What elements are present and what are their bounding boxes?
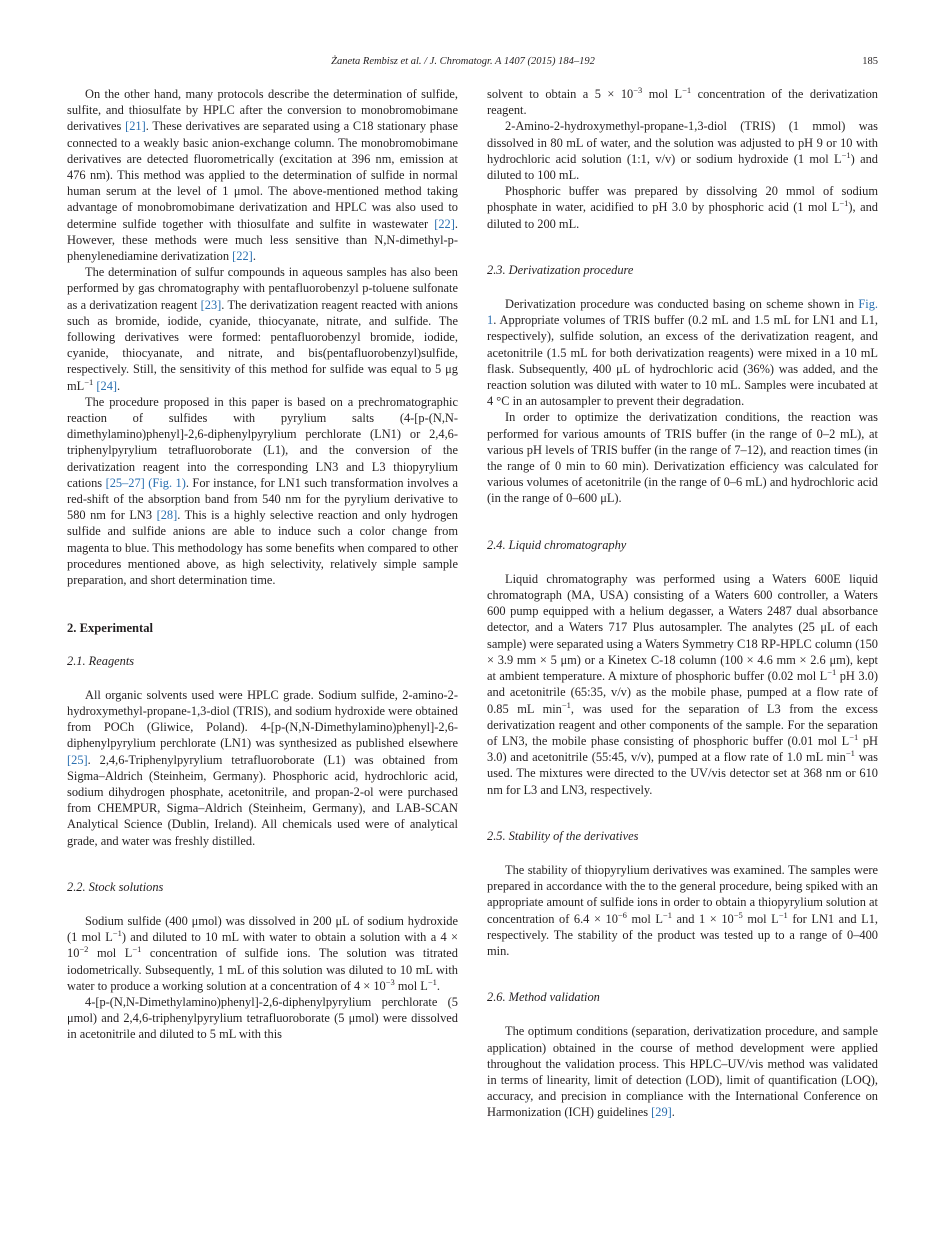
page-number: 185 (862, 56, 878, 67)
citation-link[interactable]: [25] (67, 752, 88, 767)
subsection-heading-derivatization: 2.3. Derivatization procedure (487, 262, 634, 277)
paragraph-derivatization-procedure: Derivatization procedure was conducted basing on scheme shown in Fig. 1. Appropriate volumes of TRIS buffer (0.2 mL and 1.5 mL for LN1 and L1, respectively), sulfide solution, an excess of the derivatization reagent, and acetonitrile (1.5 mL for both derivatization reagents) were mixed in a 10 mL flask. Subsequently, 400 μL of hydrochloric acid (36%) was added, and the reaction solution was diluted with water to 10 mL. Samples were incubated at 4 °C in an autosampler to prevent their degradation. (487, 297, 878, 409)
figure-link[interactable]: (Fig. 1) (148, 475, 186, 490)
subsection-heading-reagents: 2.1. Reagents (67, 653, 135, 668)
paragraph-monobromobimane: On the other hand, many protocols describe the determination of sulfide, sulfite, and thiosulfate by HPLC after the conversion to monobromobimane derivatives [21]. These derivatives are separated using a C18 stationary phase connected to a weakly basic anion-exchange column. The monobromobimane derivatives are detected fluorometrically (excitation at 396 nm, emission at 476 nm). This method was applied to the determination of sulfide in normal human serum at the level of 1 μmol. The above-mentioned method taking advantage of monobromobimane derivatization and HPLC was also used to determine sulfide together with thiosulfate and sulfite in wastewater [22]. However, these methods were much less sensitive than N,N-dimethyl-p-phenylenediamine derivatization [22]. (67, 87, 458, 264)
paragraph-liquid-chromatography: Liquid chromatography was performed using a Waters 600E liquid chromatograph (MA, USA) consisting of a Waters 600 controller, a Waters 600 pump equipped with a helium degasser, a Waters 2487 dual absorbance detector, and a Waters 717 Plus autosampler. The analytes (25 μL of each sample) were separated using a Waters Symmetry C18 RP-HPLC column (150 × 3.9 mm × 5 μm) or a Kinetex C-18 column (100 × 4.6 mm × 2.6 μm), kept at ambient temperature. A mixture of phosphoric buffer (0.02 mol $L^{-1}$ pH 3.0) and acetonitrile (65:35, v/v) as the mobile phase, pumped at a flow rate of 0.85 mL $\min^{-1}$, was used for the separation of L3 from the excess derivatization reagent and other components of the sample. For the separation of LN3, the mobile phase consisting of phosphoric buffer (0.01 mol $L^{-1}$ pH 3.0) and acetonitrile (55:45, v/v), pumped at a flow rate of 1.0 mL $\min^{-1}$ was used. The mixtures were directed to the UV/vis detector set at 368 nm or 610 nm for L3 and LN3, respectively. (487, 571, 878, 797)
running-header (0, 56, 926, 72)
subsection-heading-liquid-chromatography: 2.4. Liquid chromatography (487, 537, 627, 552)
citation-link[interactable]: [25–27] (105, 475, 145, 490)
paragraph-pyrylium-reagents: 4-[p-(N,N-Dimethylamino)phenyl]-2,6-diphenylpyrylium perchlorate (5 μmol) and 2,4,6-triphenylpyrylium tetrafluoroborate (5 μmol) were dissolved in acetonitrile and diluted to 5 mL with this (67, 994, 458, 1042)
subsection-heading-stock-solutions: 2.2. Stock solutions (67, 879, 164, 894)
paragraph-optimization: In order to optimize the derivatization conditions, the reaction was performed for various amounts of TRIS buffer (in the range of 0–2 mL), at various pH levels of TRIS buffer (in the range of 7–12), and reaction times (in the range of 0 min to 60 min). Derivatization efficiency was calculated for various volumes of acetonitrile (in the range of 0–6 mL) and hydrochloric acid (in the range of 0–600 μL). (487, 410, 878, 506)
section-heading-experimental: 2. Experimental (67, 621, 154, 636)
citation-link[interactable]: [28] (156, 508, 178, 523)
paragraph-proposed-procedure: The procedure proposed in this paper is based on a prechromatographic reaction of sulfides with pyrylium salts (4-[p-(N,N-dimethylamino)phenyl]-2,6-diphenylpyrylium perchlorate (LN1) or 2,4,6-triphenylpyrylium tetrafluoroborate (L1), and the conversion of the derivatization reagent into the corresponding LN3 and L3 thiopyrylium cations [25–27] (Fig. 1). For instance, for LN1 such transformation involves a red-shift of the absorption band from 540 nm for the pyrylium derivative to 580 nm for LN3 [28]. This is a highly selective reaction and only hydrogen sulfide and sulfide anions are able to induce such a color change from magenta to blue. This methodology has some benefits when compared to other procedures mentioned above, as high selectivity, relatively simple sample preparation, and short determination time. (67, 394, 458, 588)
paragraph-stability: The stability of thiopyrylium derivatives was examined. The samples were prepared in accordance with the to the general procedure, being spiked with an appropriate amount of sulfide ions in order to obtain a thiopyrylium solution at concentration of $6.4 \times 10^{-6}$ mol $L^{-1}$ and $1 \times 10^{-5}$ mol $L^{-1}$ for LN1 and L1, respectively. The stability of the product was tested up to a range of 0–400 min. (487, 862, 878, 958)
paragraph-gas-chromatography: The determination of sulfur compounds in aqueous samples has also been performed by gas chromatography with pentafluorobenzyl p-toluene sulfonate as a derivatization reagent [23]. The derivatization reagent reacted with anions such as bromide, iodide, cyanide, thiocyanate, nitrate, and sulfide. The following derivatives were formed: pentafluorobenzyl bromide, iodide, cyanide, thiocyanate, and nitrate, and bis(pentafluorobenzyl)sulfide, respectively. Still, the sensitivity of this method for sulfide was equal to 5 μg $mL^{-1}$ [24]. (67, 265, 458, 393)
citation-link[interactable]: [22] (434, 216, 455, 231)
citation-link[interactable]: [24] (96, 378, 118, 393)
citation-link[interactable]: [21] (125, 119, 146, 134)
paragraph-sodium-sulfide: Sodium sulfide (400 μmol) was dissolved in 200 μL of sodium hydroxide (1 mol $L^{-1}$) and diluted to 10 mL with water to obtain a solution with a $4 \times 10^{-2}$ mol $L^{-1}$ concentration of sulfide ions. The solution was titrated iodometrically. Subsequently, 1 mL of this solution was diluted to 10 mL with water to produce a working solution at a concentration of $4 \times 10^{-3}$ mol $L^{-1}$. (67, 913, 458, 993)
figure-link[interactable]: Fig. 1 (487, 297, 878, 328)
subsection-heading-method-validation: 2.6. Method validation (487, 990, 600, 1005)
paragraph-method-validation: The optimum conditions (separation, derivatization procedure, and sample application) obtained in the course of method development were applied throughout the validation process. This HPLC–UV/vis method was validated in terms of linearity, limit of detection (LOD), limit of quantification (LOQ), accuracy, and precision in compliance with the International Conference on Harmonization (ICH) guidelines [29]. (487, 1024, 878, 1120)
subsection-heading-stability: 2.5. Stability of the derivatives (487, 828, 639, 843)
citation-link[interactable]: [23] (200, 297, 222, 312)
citation-link[interactable]: [29] (651, 1105, 672, 1120)
paragraph-phosphoric-buffer: Phosphoric buffer was prepared by dissolving 20 mmol of sodium phosphate in water, acidified to pH 3.0 by phosphoric acid (1 mol $L^{-1}$), and diluted to 200 mL. (487, 184, 878, 231)
paragraph-reagents: All organic solvents used were HPLC grade. Sodium sulfide, 2-amino-2-hydroxymethyl-propane-1,3-diol (TRIS), and sodium hydroxide were obtained from POCh (Gliwice, Poland). 4-[p-(N,N-Dimethylamino)phenyl]-2,6-diphenylpyrylium perchlorate (LN1) was synthesized as published elsewhere [25]. 2,4,6-Triphenylpyrylium tetrafluoroborate (L1) was obtained from Sigma–Aldrich (Steinheim, Germany). Phosphoric acid, hydrochloric acid, sodium dihydrogen phosphate, acetonitrile, and propan-2-ol were purchased from CHEMPUR, Sigma–Aldrich (Steinheim, Germany), and LAB-SCAN Analytical Science (Dublin, Ireland). All chemicals used were of analytical grade, and water was freshly distilled. (67, 687, 458, 848)
right-column (487, 86, 878, 1121)
paragraph-reagent-concentration: solvent to obtain a $5 \times 10^{-3}$ mol $L^{-1}$ concentration of the derivatization reagent. (487, 84, 879, 118)
running-title: Żaneta Rembisz et al. / J. Chromatogr. A 1407 (2015) 184–192 (331, 56, 595, 67)
paragraph-tris-buffer: 2-Amino-2-hydroxymethyl-propane-1,3-diol (TRIS) (1 mmol) was dissolved in 80 mL of water, and the solution was adjusted to pH 9 or 10 with hydrochloric acid solution (1:1, v/v) or sodium hydroxide (1 mol $L^{-1}$) and diluted to 100 mL. (487, 119, 878, 183)
citation-link[interactable]: [22] (232, 249, 253, 264)
left-column (67, 86, 458, 1043)
